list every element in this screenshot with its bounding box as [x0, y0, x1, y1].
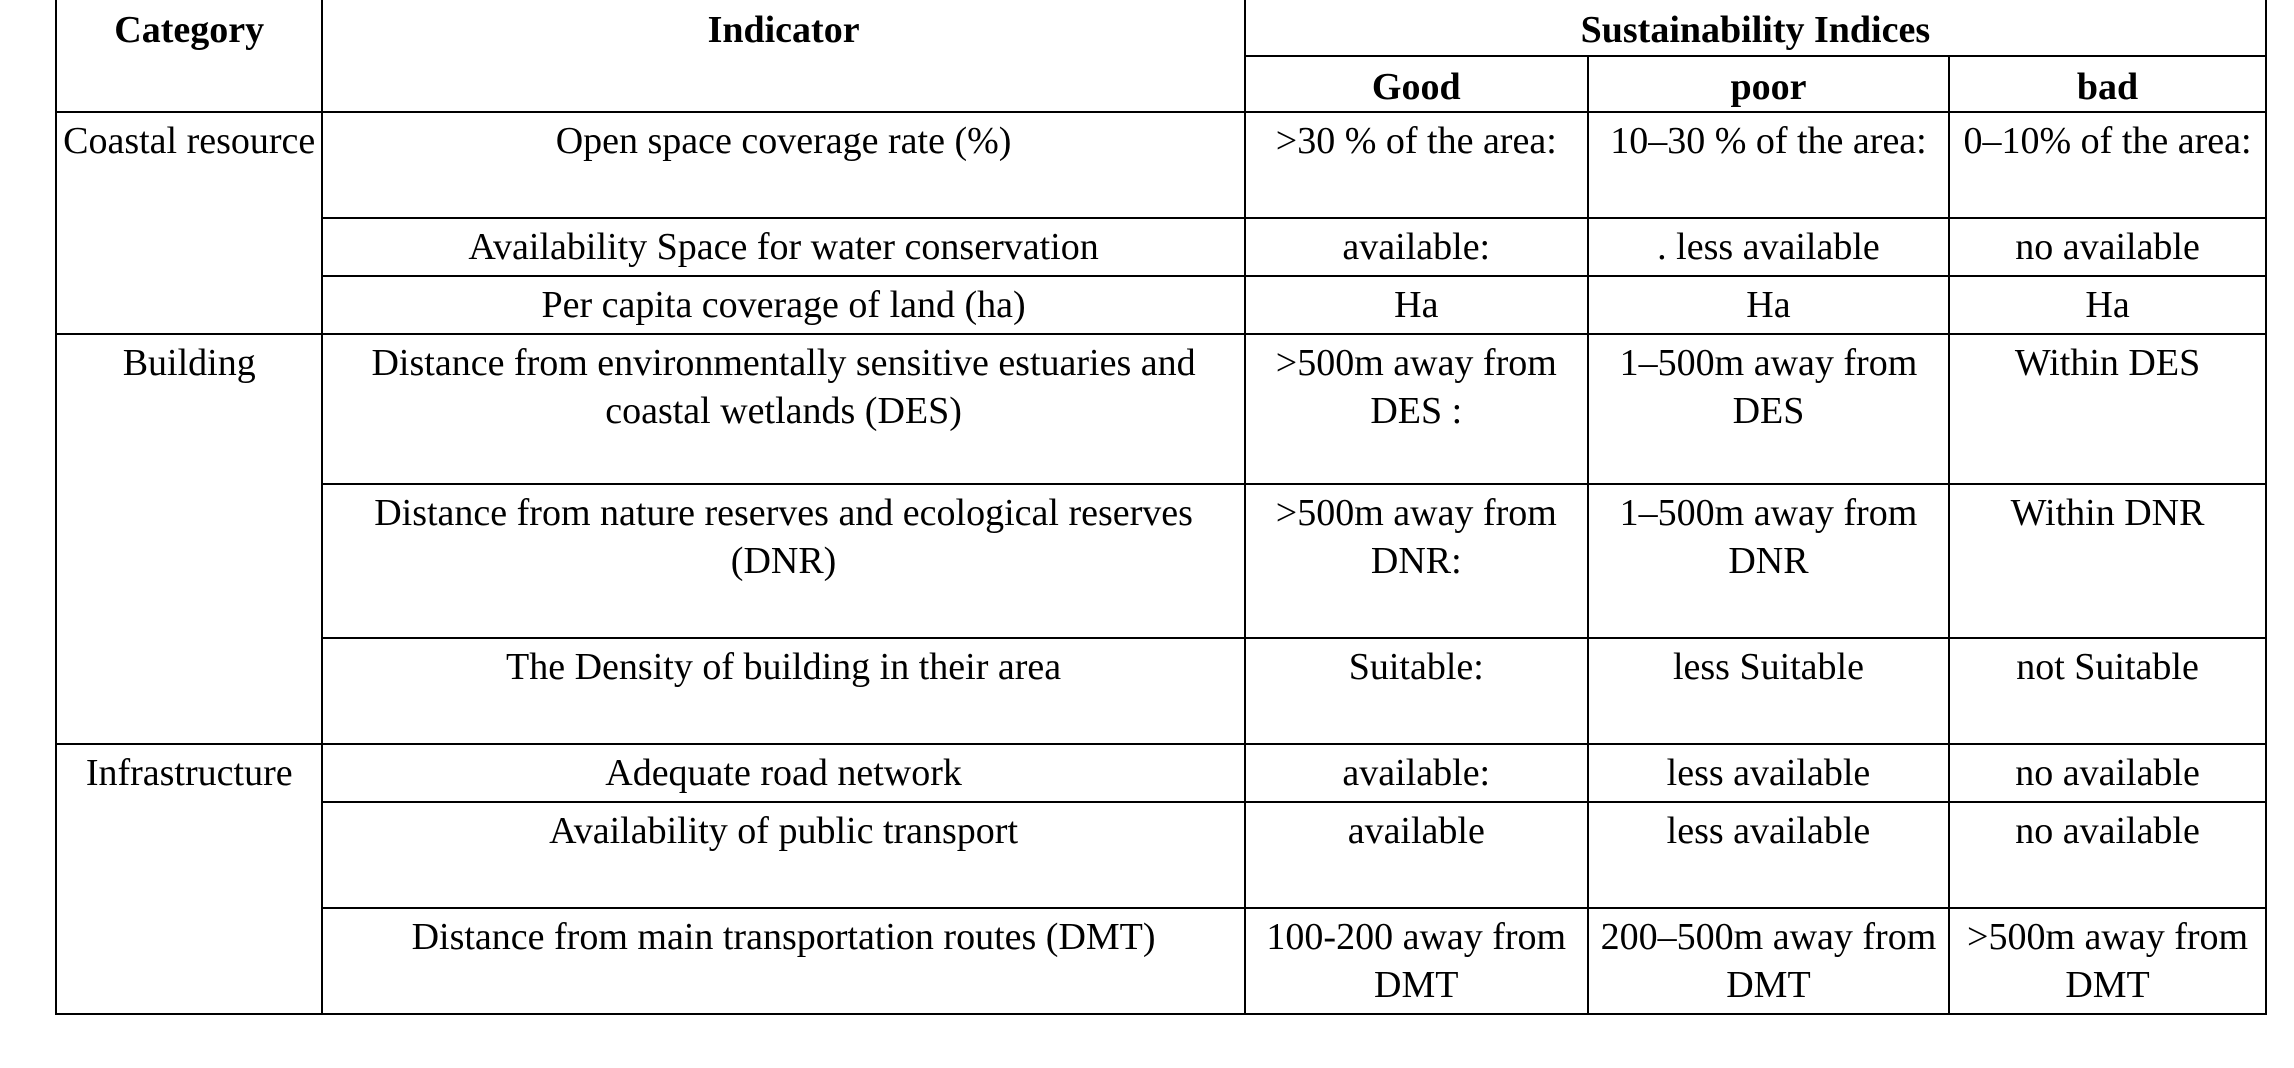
bad-cell: no available — [1949, 218, 2266, 276]
bad-cell: Ha — [1949, 276, 2266, 334]
indices-header: Sustainability Indices — [1245, 0, 2266, 56]
category-cell: Infrastructure — [56, 744, 322, 1014]
indicator-cell: The Density of building in their area — [322, 638, 1244, 744]
bad-cell: no available — [1949, 744, 2266, 802]
indicator-cell: Availability of public transport — [322, 802, 1244, 908]
poor-cell: less Suitable — [1588, 638, 1949, 744]
poor-cell: 200–500m away from DMT — [1588, 908, 1949, 1014]
table-row — [56, 334, 2266, 484]
indicator-cell: Open space coverage rate (%) — [322, 112, 1244, 218]
bad-cell: not Suitable — [1949, 638, 2266, 744]
indicator-cell: Adequate road network — [322, 744, 1244, 802]
good-cell: available — [1245, 802, 1588, 908]
good-cell: available: — [1245, 218, 1588, 276]
indicator-cell: Availability Space for water conservation — [322, 218, 1244, 276]
good-cell: >500m away from DNR: — [1245, 484, 1588, 638]
bad-header: bad — [1949, 56, 2266, 112]
table-row — [56, 112, 2266, 218]
indicator-cell: Distance from environmentally sensitive estuaries and coastal wetlands (DES) — [322, 334, 1244, 484]
good-cell: 100-200 away from DMT — [1245, 908, 1588, 1014]
bad-cell: no available — [1949, 802, 2266, 908]
sustainability-table — [55, 0, 2267, 1015]
indicator-cell: Per capita coverage of land (ha) — [322, 276, 1244, 334]
poor-cell: 10–30 % of the area: — [1588, 112, 1949, 218]
table-row — [56, 908, 2266, 1014]
category-header: Category — [56, 0, 322, 112]
bad-cell: 0–10% of the area: — [1949, 112, 2266, 218]
poor-cell: 1–500m away from DNR — [1588, 484, 1949, 638]
bad-cell: Within DNR — [1949, 484, 2266, 638]
bad-cell: Within DES — [1949, 334, 2266, 484]
indicator-cell: Distance from nature reserves and ecological reserves (DNR) — [322, 484, 1244, 638]
category-cell: Building — [56, 334, 322, 744]
category-cell: Coastal resource — [56, 112, 322, 334]
table-row — [56, 218, 2266, 276]
indicator-cell: Distance from main transportation routes (DMT) — [322, 908, 1244, 1014]
table-row — [56, 638, 2266, 744]
good-cell: Ha — [1245, 276, 1588, 334]
good-cell: >30 % of the area: — [1245, 112, 1588, 218]
bad-cell: >500m away from DMT — [1949, 908, 2266, 1014]
poor-cell: less available — [1588, 744, 1949, 802]
table-row — [56, 484, 2266, 638]
poor-cell: . less available — [1588, 218, 1949, 276]
good-cell: Suitable: — [1245, 638, 1588, 744]
table-row — [56, 744, 2266, 802]
table-row — [56, 802, 2266, 908]
good-header: Good — [1245, 56, 1588, 112]
indicator-header: Indicator — [322, 0, 1244, 112]
poor-cell: less available — [1588, 802, 1949, 908]
poor-cell: 1–500m away from DES — [1588, 334, 1949, 484]
good-cell: available: — [1245, 744, 1588, 802]
header-row — [56, 0, 2266, 56]
poor-cell: Ha — [1588, 276, 1949, 334]
poor-header: poor — [1588, 56, 1949, 112]
table-row — [56, 276, 2266, 334]
good-cell: >500m away from DES : — [1245, 334, 1588, 484]
